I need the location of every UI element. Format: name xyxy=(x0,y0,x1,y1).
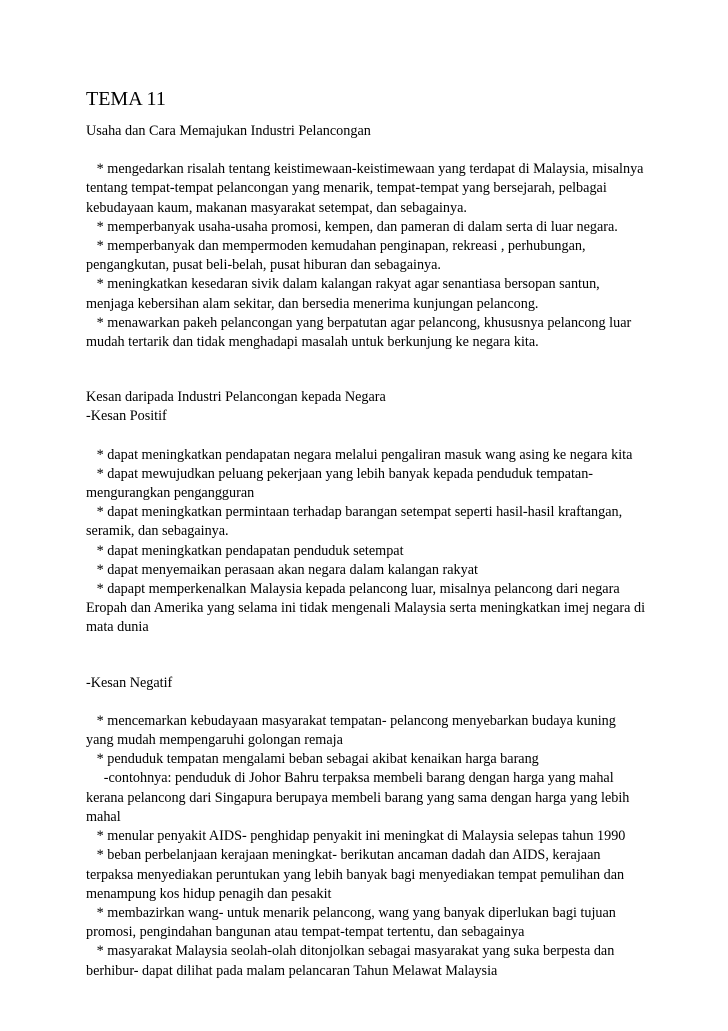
spacer xyxy=(86,141,646,160)
spacer xyxy=(86,638,646,674)
list-item: * memperbanyak dan mempermoden kemudahan penginapan, rekreasi , perhubungan, pengangkutan, pusat beli-belah, pusat hiburan dan sebagainya. xyxy=(86,238,590,274)
subheading-kesan-positif: -Kesan Positif xyxy=(86,408,167,425)
list-item: * dapat meningkatkan pendapatan negara melalui pengaliran masuk wang asing ke negara kita xyxy=(86,446,633,463)
list-item: * menular penyakit AIDS- penghidap penyakit ini meningkat di Malaysia selepas tahun 1990 xyxy=(86,828,626,845)
spacer xyxy=(86,427,646,446)
spacer xyxy=(86,352,646,388)
list-item: * dapat meningkatkan permintaan terhadap barangan setempat seperti hasil-hasil kraftangan, seramik, dan sebagainya. xyxy=(86,504,626,540)
spacer xyxy=(86,693,646,712)
list-item: * dapat meningkatkan pendapatan penduduk setempat xyxy=(86,542,404,559)
subheading-kesan-negatif: -Kesan Negatif xyxy=(86,674,173,691)
list-item: * meningkatkan kesedaran sivik dalam kalangan rakyat agar senantiasa bersopan santun, menjaga kebersihan alam sekitar, dan bersedia menerima kunjungan pelancong. xyxy=(86,276,604,312)
document-title: TEMA 11 xyxy=(86,88,166,110)
list-item: * mengedarkan risalah tentang keistimewaan-keistimewaan yang terdapat di Malaysia, misalnya tentang tempat-tempat pelancongan yang menarik, tempat-tempat yang bersejarah, pelbagai kebudayaan kaum, makanan masyarakat setempat, dan sebagainya. xyxy=(86,161,648,216)
list-item: * dapat menyemaikan perasaan akan negara dalam kalangan rakyat xyxy=(86,561,478,578)
document-page xyxy=(86,86,649,981)
list-item: * penduduk tempatan mengalami beban sebagai akibat kenaikan harga barang xyxy=(86,751,539,768)
list-item: * mencemarkan kebudayaan masyarakat tempatan- pelancong menyebarkan budaya kuning yang mudah mempengaruhi golongan remaja xyxy=(86,712,620,749)
section-heading-kesan: Kesan daripada Industri Pelancongan kepada Negara xyxy=(86,389,386,406)
section-heading-usaha: Usaha dan Cara Memajukan Industri Pelancongan xyxy=(86,123,371,139)
list-item: * dapat mewujudkan peluang pekerjaan yang lebih banyak kepada penduduk tempatan-mengurangkan pengangguran xyxy=(86,465,594,502)
list-item: * membazirkan wang- untuk menarik pelancong, wang yang banyak diperlukan bagi tujuan promosi, pengindahan bangunan atau tempat-tempat tertentu, dan sebagainya xyxy=(86,904,620,941)
list-item: * menawarkan pakeh pelancongan yang berpatutan agar pelancong, khususnya pelancong luar mudah tertarik dan tidak menghadapi masalah untuk berkunjung ke negara kita. xyxy=(86,314,635,351)
list-item: * dapapt memperkenalkan Malaysia kepada pelancong luar, misalnya pelancong dari negara Eropah dan Amerika yang selama ini tidak mengenali Malaysia serta meningkatkan imej negara di mata dunia xyxy=(86,581,649,636)
list-item: * beban perbelanjaan kerajaan meningkat- berikutan ancaman dadah dan AIDS, kerajaan terpaksa menyediakan peruntukan yang lebih banyak bagi menyediakan tempat pemulihan dan menampung kos hidup penagih dan pesakit xyxy=(86,847,628,902)
list-item: * memperbanyak usaha-usaha promosi, kempen, dan pameran di dalam serta di luar negara. xyxy=(86,218,618,235)
list-item: -contohnya: penduduk di Johor Bahru terpaksa membeli barang dengan harga yang mahal kerana pelancong dari Singapura berupaya membeli barang yang sama dengan harga yang lebih mahal xyxy=(86,770,633,825)
list-item: * masyarakat Malaysia seolah-olah ditonjolkan sebagai masyarakat yang suka berpesta dan berhibur- dapat dilihat pada malam pelancaran Tahun Melawat Malaysia xyxy=(86,943,618,979)
